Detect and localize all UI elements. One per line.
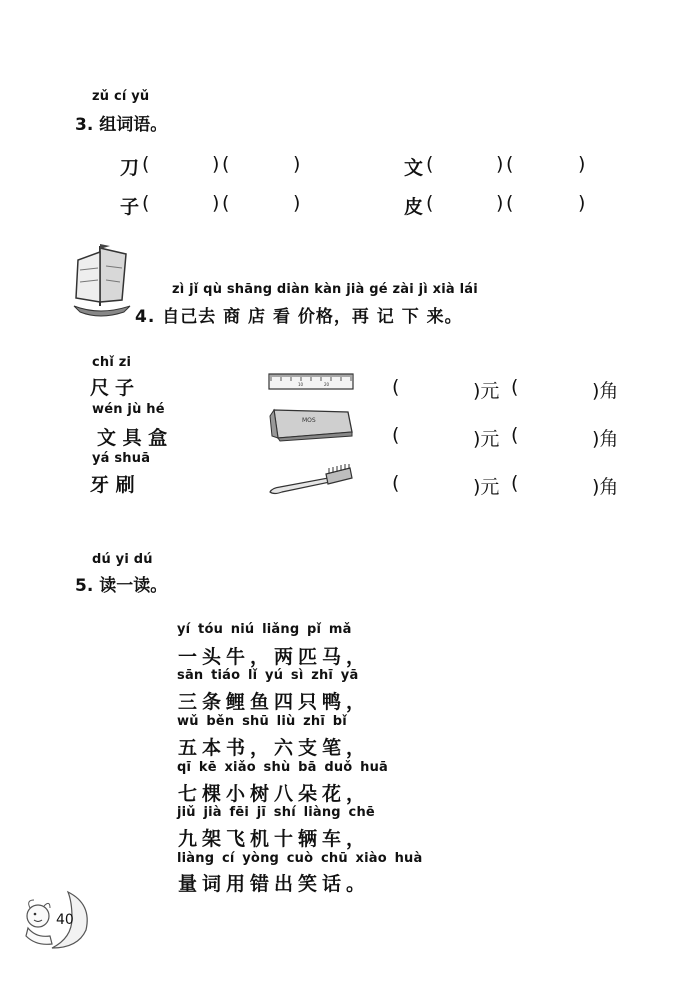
answer-close-paren: ) [496, 192, 504, 214]
item-name: 文 具 盒 [97, 427, 168, 449]
poem-line: 量词用错出笑话。 [178, 873, 371, 895]
price-open-paren: ( [392, 472, 400, 494]
price-yuan: )元 [473, 380, 500, 402]
poem-line-pinyin: liàng cí yòng cuò chū xiào huà [177, 851, 423, 866]
answer-close-paren: ) [293, 192, 301, 214]
poem-line-pinyin: yí tóu niú liǎng pǐ mǎ [177, 622, 352, 637]
price-open-paren: ( [511, 376, 519, 398]
price-open-paren: ( [392, 424, 400, 446]
answer-close-paren: ) [578, 192, 586, 214]
answer-open-paren: ( [426, 153, 434, 175]
price-open-paren: ( [392, 376, 400, 398]
pencil-box-icon [266, 408, 356, 442]
ruler-icon [268, 372, 354, 392]
answer-close-paren: ) [212, 192, 220, 214]
answer-open-paren: ( [506, 153, 514, 175]
word-char: 文 [404, 157, 424, 179]
poem-line: 五本书，六支笔， [178, 737, 371, 759]
price-open-paren: ( [511, 472, 519, 494]
word-char: 刀 [120, 157, 140, 179]
price-jiao: )角 [592, 476, 619, 498]
poem-line-pinyin: jiǔ jià fēi jī shí liàng chē [177, 805, 375, 820]
item-name: 牙 刷 [90, 474, 135, 496]
price-jiao: )角 [592, 428, 619, 450]
answer-close-paren: ) [496, 153, 504, 175]
svg-text:10: 10 [298, 382, 304, 387]
answer-close-paren: ) [212, 153, 220, 175]
answer-close-paren: ) [293, 153, 301, 175]
item-pinyin: yá shuā [92, 451, 151, 466]
section5-pinyin: dú yi dú [92, 552, 153, 567]
section4-title: 4. 自己去 商 店 看 价格，再 记 下 来。 [135, 307, 463, 327]
answer-open-paren: ( [222, 192, 230, 214]
item-name: 尺子 [90, 377, 141, 399]
poem-line-pinyin: wǔ běn shū liù zhī bǐ [177, 714, 347, 729]
answer-open-paren: ( [426, 192, 434, 214]
section4-pinyin: zì jǐ qù shāng diàn kàn jià gé zài jì xià lái [172, 282, 478, 297]
poem-line: 七棵小树八朵花， [178, 783, 371, 805]
word-char: 皮 [404, 196, 424, 218]
price-jiao: )角 [592, 380, 619, 402]
price-yuan: )元 [473, 476, 500, 498]
section5-title: 5. 读一读。 [75, 576, 168, 596]
poem-line: 三条鲤鱼四只鸭， [178, 691, 371, 713]
toothbrush-icon [266, 462, 356, 498]
poem-line-pinyin: sān tiáo lǐ yú sì zhī yā [177, 668, 359, 683]
item-pinyin: chǐ zi [92, 355, 132, 370]
section3-title: 3. 组词语。 [75, 115, 168, 135]
answer-close-paren: ) [578, 153, 586, 175]
poem-line-pinyin: qī kē xiǎo shù bā duǒ huā [177, 760, 389, 775]
poem-line: 九架飞机十辆车， [178, 828, 371, 850]
price-open-paren: ( [511, 424, 519, 446]
poem-line: 一头牛，两匹马， [178, 646, 371, 668]
item-pinyin: wén jù hé [92, 402, 165, 417]
section3-pinyin: zǔ cí yǔ [92, 89, 150, 104]
answer-open-paren: ( [222, 153, 230, 175]
sailboat-icon [70, 240, 132, 320]
answer-open-paren: ( [142, 192, 150, 214]
answer-open-paren: ( [142, 153, 150, 175]
page-number: 40 [56, 912, 74, 928]
svg-text:MOS: MOS [302, 417, 316, 424]
svg-text:20: 20 [324, 382, 330, 387]
answer-open-paren: ( [506, 192, 514, 214]
price-yuan: )元 [473, 428, 500, 450]
word-char: 子 [120, 196, 140, 218]
